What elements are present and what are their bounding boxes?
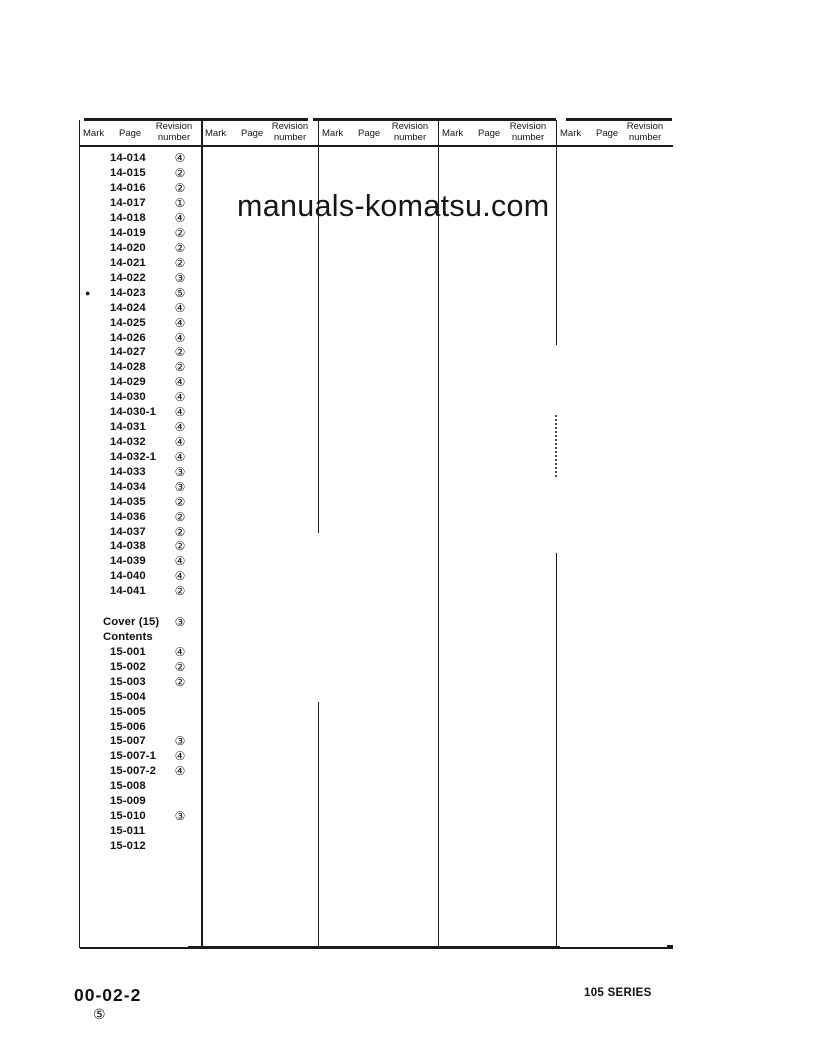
header-mark-label: Mark [322, 128, 344, 139]
table-row [80, 809, 201, 824]
page-revision-mark: ⑤ [93, 1006, 106, 1022]
header-revision-label: Revision number [509, 121, 547, 143]
row-revision-number: ① [174, 196, 186, 211]
row-revision-number: ② [174, 360, 186, 375]
row-revision-number: ④ [174, 151, 186, 166]
row-revision-number: ④ [174, 375, 186, 390]
row-revision-number: ② [174, 524, 186, 539]
row-revision-number: ④ [174, 434, 186, 449]
table-row [80, 226, 201, 241]
row-page: 14-028 [110, 361, 146, 374]
table-header-group [80, 121, 201, 145]
row-page: 14-025 [110, 316, 146, 329]
row-page: 14-031 [110, 421, 146, 434]
row-page: 14-020 [110, 241, 146, 254]
row-page: 15-010 [110, 810, 146, 823]
row-revision-number: ② [174, 240, 186, 255]
table-row [80, 166, 201, 181]
row-page: 14-029 [110, 376, 146, 389]
row-page: 14-026 [110, 331, 146, 344]
row-page: 14-021 [110, 256, 146, 269]
column-divider [556, 553, 558, 948]
table-row [80, 151, 201, 166]
table-row [80, 196, 201, 211]
row-revision-number: ④ [174, 390, 186, 405]
row-page: 14-033 [110, 465, 146, 478]
table-row [80, 405, 201, 420]
row-page: 14-017 [110, 197, 146, 210]
row-revision-number: ④ [174, 644, 186, 659]
row-page: 14-036 [110, 510, 146, 523]
table-row [80, 211, 201, 226]
row-page: 15-002 [110, 660, 146, 673]
table-row [80, 689, 201, 704]
table-row [80, 315, 201, 330]
table-row [80, 181, 201, 196]
header-revision-label: Revision number [626, 121, 664, 143]
table-row [80, 270, 201, 285]
watermark-text: manuals-komatsu.com [237, 189, 550, 223]
row-revision-number: ⑤ [174, 285, 186, 300]
row-revision-number: ④ [174, 420, 186, 435]
row-page: 14-023 [110, 286, 146, 299]
table-row [80, 659, 201, 674]
table-row [80, 704, 201, 719]
table-header-group [319, 121, 437, 145]
column-divider [438, 120, 440, 948]
row-revision-number: ② [174, 539, 186, 554]
table-row [80, 390, 201, 405]
header-page-label: Page [358, 128, 381, 139]
table-row [80, 630, 201, 645]
row-page: Contents [103, 631, 153, 644]
row-page: 14-038 [110, 540, 146, 553]
table-row [80, 375, 201, 390]
row-page: 14-014 [110, 152, 146, 165]
row-page: 14-027 [110, 346, 146, 359]
row-revision-number: ② [174, 509, 186, 524]
table-row [80, 330, 201, 345]
row-page: 15-008 [110, 780, 146, 793]
header-mark-label: Mark [560, 128, 582, 139]
table-bottom-end-tick [667, 945, 673, 949]
row-page: 15-004 [110, 690, 146, 703]
column-divider [318, 702, 320, 948]
table-row [80, 420, 201, 435]
header-page-label: Page [241, 128, 264, 139]
row-revision-number: ② [174, 166, 186, 181]
table-row [80, 494, 201, 509]
row-revision-number: ④ [174, 405, 186, 420]
row-page: 15-011 [110, 825, 146, 838]
row-page: 14-015 [110, 167, 146, 180]
row-revision-number: ④ [174, 330, 186, 345]
table-row [80, 764, 201, 779]
row-revision-number: ③ [174, 464, 186, 479]
header-mark-label: Mark [205, 128, 227, 139]
row-page: 15-012 [110, 839, 146, 852]
table-row [80, 779, 201, 794]
table-row [80, 569, 201, 584]
row-page: 14-040 [110, 570, 146, 583]
table-row [80, 749, 201, 764]
table-bottom-border [188, 946, 560, 949]
row-revision-number: ④ [174, 764, 186, 779]
table-row [80, 509, 201, 524]
row-page: 14-018 [110, 212, 146, 225]
row-page: 14-030 [110, 391, 146, 404]
table-row [80, 674, 201, 689]
table-row [80, 464, 201, 479]
row-page: 14-034 [110, 480, 146, 493]
row-revision-number: ③ [174, 479, 186, 494]
row-revision-number: ④ [174, 554, 186, 569]
row-page: 14-030-1 [110, 406, 157, 419]
table-row [80, 719, 201, 734]
table-header-group [439, 121, 555, 145]
table-row [80, 479, 201, 494]
row-page: 15-009 [110, 795, 146, 808]
table-rows [80, 151, 201, 853]
row-revision-number: ③ [174, 615, 186, 630]
table-row [80, 449, 201, 464]
row-page: 14-032 [110, 435, 146, 448]
row-revision-number: ④ [174, 569, 186, 584]
page-code: 00-02-2 [74, 985, 142, 1005]
row-page: 14-035 [110, 495, 146, 508]
row-revision-number: ② [174, 584, 186, 599]
series-label: 105 SERIES [584, 987, 652, 999]
table-row [80, 584, 201, 599]
row-page: 14-039 [110, 555, 146, 568]
table-row [80, 645, 201, 660]
row-page: 15-005 [110, 705, 146, 718]
row-revision-number: ② [174, 255, 186, 270]
row-revision-number: ③ [174, 809, 186, 824]
row-page: 15-007-2 [110, 765, 157, 778]
row-revision-number: ② [174, 345, 186, 360]
row-page: 15-001 [110, 645, 146, 658]
row-revision-number: ④ [174, 449, 186, 464]
row-page: 15-003 [110, 675, 146, 688]
row-page: 14-032-1 [110, 450, 157, 463]
row-revision-number: ③ [174, 270, 186, 285]
table-row [80, 794, 201, 809]
row-revision-number: ④ [174, 315, 186, 330]
row-revision-number: ② [174, 674, 186, 689]
row-page: 14-019 [110, 227, 146, 240]
header-revision-label: Revision number [271, 121, 309, 143]
row-page: 14-016 [110, 182, 146, 195]
row-revision-number: ② [174, 226, 186, 241]
row-page: 14-037 [110, 525, 146, 538]
header-revision-label: Revision number [391, 121, 429, 143]
table-header-group [202, 121, 317, 145]
table-header-group [557, 121, 672, 145]
column-divider [201, 120, 203, 948]
table-row [80, 285, 201, 300]
header-page-label: Page [119, 128, 142, 139]
table-row [80, 241, 201, 256]
row-revision-number: ③ [174, 734, 186, 749]
row-revision-number: ④ [174, 300, 186, 315]
table-row [80, 255, 201, 270]
header-page-label: Page [478, 128, 501, 139]
column-divider [318, 120, 320, 533]
header-mark-label: Mark [83, 128, 105, 139]
table-row [80, 360, 201, 375]
row-mark: ● [85, 287, 91, 298]
table-row [80, 734, 201, 749]
table-row [80, 838, 201, 853]
table-row [80, 300, 201, 315]
header-revision-label: Revision number [155, 121, 193, 143]
column-divider [555, 415, 557, 477]
row-revision-number: ④ [174, 749, 186, 764]
row-revision-number: ② [174, 494, 186, 509]
header-mark-label: Mark [442, 128, 464, 139]
table-header-underline [79, 145, 673, 147]
row-revision-number: ② [174, 659, 186, 674]
header-page-label: Page [596, 128, 619, 139]
row-revision-number: ④ [174, 211, 186, 226]
row-page: 15-006 [110, 720, 146, 733]
table-row [80, 435, 201, 450]
table-row [80, 824, 201, 839]
table-row [80, 539, 201, 554]
row-page: 14-024 [110, 301, 146, 314]
row-page: 14-022 [110, 271, 146, 284]
column-divider [556, 120, 558, 345]
row-page: 15-007-1 [110, 750, 157, 763]
table-row [80, 615, 201, 630]
row-revision-number: ② [174, 181, 186, 196]
row-page: Cover (15) [103, 616, 160, 629]
table-row [80, 554, 201, 569]
row-page: 15-007 [110, 735, 146, 748]
row-page: 14-041 [110, 585, 146, 598]
table-row [80, 599, 201, 615]
table-row [80, 524, 201, 539]
table-row [80, 345, 201, 360]
